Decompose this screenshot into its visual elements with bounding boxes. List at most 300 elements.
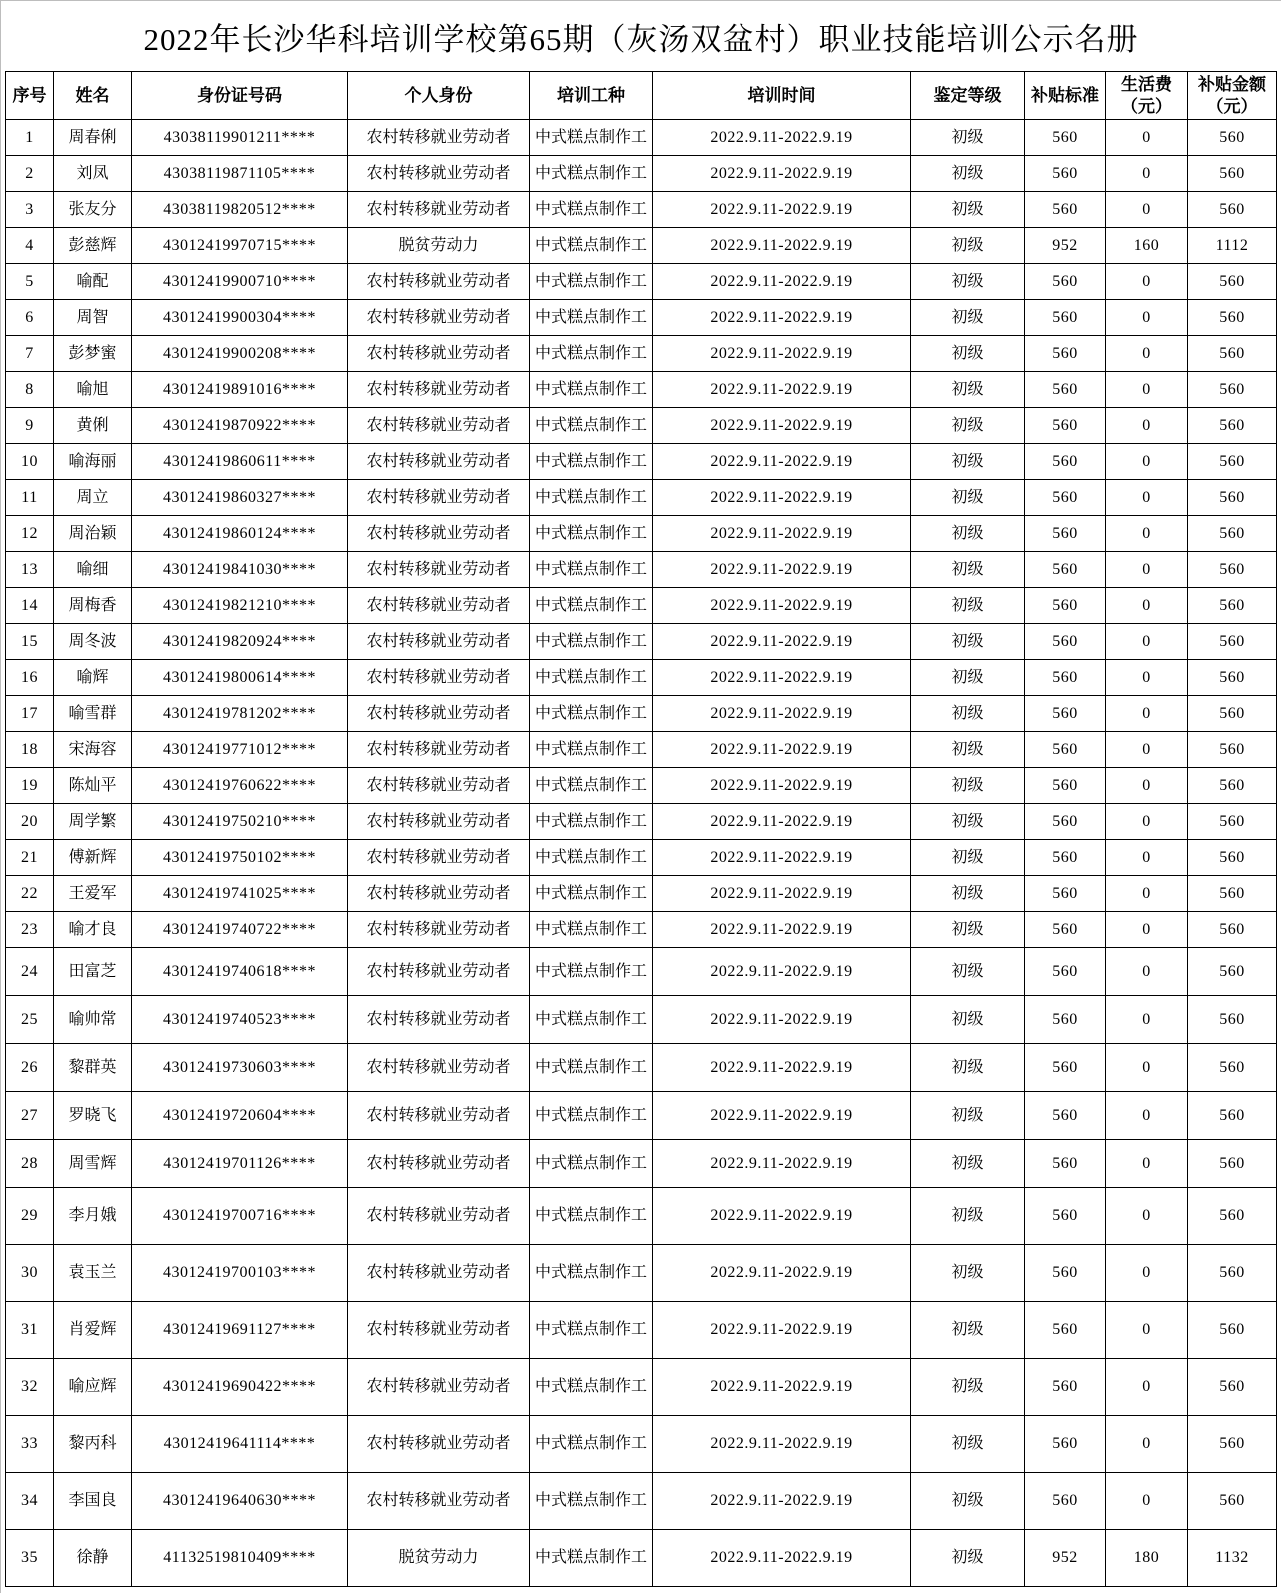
column-header-amount: 补贴金额（元）: [1188, 72, 1277, 120]
cell-time: 2022.9.11-2022.9.19: [653, 876, 911, 912]
cell-identity: 农村转移就业劳动者: [348, 840, 530, 876]
cell-name: 罗晓飞: [54, 1092, 132, 1140]
cell-id-number: 43012419860124****: [132, 516, 348, 552]
cell-no: 2: [6, 156, 54, 192]
cell-time: 2022.9.11-2022.9.19: [653, 696, 911, 732]
cell-no: 35: [6, 1530, 54, 1587]
table-row: [6, 624, 1277, 660]
cell-name: 刘凤: [54, 156, 132, 192]
cell-trade: 中式糕点制作工: [530, 192, 653, 228]
cell-trade: 中式糕点制作工: [530, 1302, 653, 1359]
cell-amount: 1112: [1188, 228, 1277, 264]
cell-identity: 农村转移就业劳动者: [348, 768, 530, 804]
cell-time: 2022.9.11-2022.9.19: [653, 588, 911, 624]
cell-amount: 560: [1188, 372, 1277, 408]
cell-id-number: 43012419750102****: [132, 840, 348, 876]
cell-time: 2022.9.11-2022.9.19: [653, 192, 911, 228]
cell-amount: 560: [1188, 516, 1277, 552]
table-row: [6, 804, 1277, 840]
cell-amount: 560: [1188, 1416, 1277, 1473]
cell-living: 0: [1106, 912, 1188, 948]
cell-identity: 农村转移就业劳动者: [348, 264, 530, 300]
cell-identity: 农村转移就业劳动者: [348, 876, 530, 912]
cell-id-number: 43038119901211****: [132, 120, 348, 156]
cell-trade: 中式糕点制作工: [530, 768, 653, 804]
cell-time: 2022.9.11-2022.9.19: [653, 912, 911, 948]
cell-identity: 农村转移就业劳动者: [348, 1302, 530, 1359]
cell-time: 2022.9.11-2022.9.19: [653, 408, 911, 444]
cell-time: 2022.9.11-2022.9.19: [653, 480, 911, 516]
table-row: [6, 768, 1277, 804]
cell-id-number: 41132519810409****: [132, 1530, 348, 1587]
cell-amount: 560: [1188, 840, 1277, 876]
cell-level: 初级: [911, 552, 1025, 588]
cell-time: 2022.9.11-2022.9.19: [653, 1473, 911, 1530]
cell-no: 25: [6, 996, 54, 1044]
cell-amount: 560: [1188, 552, 1277, 588]
cell-time: 2022.9.11-2022.9.19: [653, 1530, 911, 1587]
table-row: [6, 732, 1277, 768]
cell-amount: 560: [1188, 804, 1277, 840]
table-row: [6, 1302, 1277, 1359]
cell-trade: 中式糕点制作工: [530, 552, 653, 588]
cell-amount: 560: [1188, 1092, 1277, 1140]
table-row: [6, 1092, 1277, 1140]
cell-level: 初级: [911, 1359, 1025, 1416]
cell-id-number: 43012419750210****: [132, 804, 348, 840]
cell-no: 22: [6, 876, 54, 912]
cell-name: 喻才良: [54, 912, 132, 948]
cell-living: 0: [1106, 1092, 1188, 1140]
cell-identity: 农村转移就业劳动者: [348, 660, 530, 696]
cell-id-number: 43012419900304****: [132, 300, 348, 336]
cell-name: 喻旭: [54, 372, 132, 408]
cell-living: 0: [1106, 1416, 1188, 1473]
cell-identity: 农村转移就业劳动者: [348, 552, 530, 588]
cell-identity: 农村转移就业劳动者: [348, 1245, 530, 1302]
cell-trade: 中式糕点制作工: [530, 444, 653, 480]
cell-trade: 中式糕点制作工: [530, 1092, 653, 1140]
cell-trade: 中式糕点制作工: [530, 1245, 653, 1302]
cell-name: 周梅香: [54, 588, 132, 624]
cell-name: 黎丙科: [54, 1416, 132, 1473]
cell-no: 19: [6, 768, 54, 804]
table-row: [6, 228, 1277, 264]
cell-living: 0: [1106, 948, 1188, 996]
cell-trade: 中式糕点制作工: [530, 120, 653, 156]
table-row: [6, 912, 1277, 948]
cell-standard: 560: [1025, 552, 1106, 588]
column-header-trade: 培训工种: [530, 72, 653, 120]
cell-standard: 560: [1025, 1044, 1106, 1092]
cell-name: 黎群英: [54, 1044, 132, 1092]
table-row: [6, 372, 1277, 408]
cell-trade: 中式糕点制作工: [530, 264, 653, 300]
cell-living: 0: [1106, 696, 1188, 732]
cell-identity: 脱贫劳动力: [348, 228, 530, 264]
cell-trade: 中式糕点制作工: [530, 1416, 653, 1473]
cell-level: 初级: [911, 1044, 1025, 1092]
cell-trade: 中式糕点制作工: [530, 660, 653, 696]
cell-level: 初级: [911, 732, 1025, 768]
cell-id-number: 43012419760622****: [132, 768, 348, 804]
cell-trade: 中式糕点制作工: [530, 840, 653, 876]
cell-time: 2022.9.11-2022.9.19: [653, 516, 911, 552]
cell-identity: 农村转移就业劳动者: [348, 804, 530, 840]
cell-level: 初级: [911, 228, 1025, 264]
cell-time: 2022.9.11-2022.9.19: [653, 1092, 911, 1140]
cell-time: 2022.9.11-2022.9.19: [653, 732, 911, 768]
cell-living: 160: [1106, 228, 1188, 264]
cell-level: 初级: [911, 1188, 1025, 1245]
roster-table: [5, 71, 1277, 1587]
cell-trade: 中式糕点制作工: [530, 804, 653, 840]
cell-no: 28: [6, 1140, 54, 1188]
cell-living: 0: [1106, 192, 1188, 228]
cell-identity: 脱贫劳动力: [348, 1530, 530, 1587]
cell-living: 0: [1106, 300, 1188, 336]
cell-id-number: 43012419800614****: [132, 660, 348, 696]
cell-name: 喻海丽: [54, 444, 132, 480]
cell-amount: 560: [1188, 336, 1277, 372]
cell-amount: 560: [1188, 1044, 1277, 1092]
cell-identity: 农村转移就业劳动者: [348, 192, 530, 228]
cell-no: 5: [6, 264, 54, 300]
cell-amount: 560: [1188, 948, 1277, 996]
cell-time: 2022.9.11-2022.9.19: [653, 156, 911, 192]
cell-name: 周雪辉: [54, 1140, 132, 1188]
cell-identity: 农村转移就业劳动者: [348, 444, 530, 480]
cell-id-number: 43012419640630****: [132, 1473, 348, 1530]
column-header-no: 序号: [6, 72, 54, 120]
cell-living: 0: [1106, 732, 1188, 768]
cell-id-number: 43012419720604****: [132, 1092, 348, 1140]
cell-standard: 560: [1025, 1092, 1106, 1140]
table-row: [6, 516, 1277, 552]
cell-trade: 中式糕点制作工: [530, 228, 653, 264]
cell-name: 喻应辉: [54, 1359, 132, 1416]
cell-trade: 中式糕点制作工: [530, 588, 653, 624]
cell-amount: 560: [1188, 264, 1277, 300]
cell-no: 31: [6, 1302, 54, 1359]
cell-time: 2022.9.11-2022.9.19: [653, 768, 911, 804]
cell-no: 33: [6, 1416, 54, 1473]
cell-trade: 中式糕点制作工: [530, 1188, 653, 1245]
cell-standard: 560: [1025, 996, 1106, 1044]
cell-id-number: 43012419870922****: [132, 408, 348, 444]
table-row: [6, 1530, 1277, 1587]
cell-amount: 560: [1188, 1140, 1277, 1188]
cell-living: 0: [1106, 660, 1188, 696]
cell-no: 10: [6, 444, 54, 480]
table-row: [6, 1140, 1277, 1188]
cell-id-number: 43012419740618****: [132, 948, 348, 996]
cell-identity: 农村转移就业劳动者: [348, 408, 530, 444]
cell-amount: 560: [1188, 588, 1277, 624]
cell-identity: 农村转移就业劳动者: [348, 1140, 530, 1188]
cell-amount: 560: [1188, 1473, 1277, 1530]
cell-amount: 560: [1188, 156, 1277, 192]
cell-level: 初级: [911, 840, 1025, 876]
cell-name: 陈灿平: [54, 768, 132, 804]
cell-name: 喻帅常: [54, 996, 132, 1044]
cell-no: 13: [6, 552, 54, 588]
cell-amount: 560: [1188, 300, 1277, 336]
cell-trade: 中式糕点制作工: [530, 336, 653, 372]
cell-trade: 中式糕点制作工: [530, 480, 653, 516]
cell-identity: 农村转移就业劳动者: [348, 624, 530, 660]
cell-id-number: 43012419900710****: [132, 264, 348, 300]
cell-living: 0: [1106, 444, 1188, 480]
cell-name: 周学繁: [54, 804, 132, 840]
cell-name: 傅新辉: [54, 840, 132, 876]
cell-name: 李月娥: [54, 1188, 132, 1245]
cell-standard: 560: [1025, 192, 1106, 228]
cell-no: 3: [6, 192, 54, 228]
cell-id-number: 43038119820512****: [132, 192, 348, 228]
cell-no: 30: [6, 1245, 54, 1302]
cell-name: 李国良: [54, 1473, 132, 1530]
cell-time: 2022.9.11-2022.9.19: [653, 120, 911, 156]
cell-level: 初级: [911, 1245, 1025, 1302]
cell-no: 1: [6, 120, 54, 156]
cell-name: 田富芝: [54, 948, 132, 996]
table-row: [6, 696, 1277, 732]
cell-standard: 560: [1025, 336, 1106, 372]
cell-time: 2022.9.11-2022.9.19: [653, 336, 911, 372]
cell-level: 初级: [911, 516, 1025, 552]
cell-living: 0: [1106, 1473, 1188, 1530]
table-row: [6, 840, 1277, 876]
cell-amount: 1132: [1188, 1530, 1277, 1587]
column-header-living: 生活费（元）: [1106, 72, 1188, 120]
cell-no: 27: [6, 1092, 54, 1140]
cell-standard: 560: [1025, 1302, 1106, 1359]
cell-identity: 农村转移就业劳动者: [348, 120, 530, 156]
cell-living: 0: [1106, 1140, 1188, 1188]
table-row: [6, 444, 1277, 480]
cell-time: 2022.9.11-2022.9.19: [653, 1245, 911, 1302]
table-row: [6, 660, 1277, 696]
cell-id-number: 43012419700716****: [132, 1188, 348, 1245]
table-row: [6, 996, 1277, 1044]
cell-level: 初级: [911, 1092, 1025, 1140]
cell-no: 15: [6, 624, 54, 660]
cell-trade: 中式糕点制作工: [530, 624, 653, 660]
cell-living: 0: [1106, 156, 1188, 192]
cell-trade: 中式糕点制作工: [530, 948, 653, 996]
cell-standard: 560: [1025, 696, 1106, 732]
cell-living: 0: [1106, 624, 1188, 660]
cell-living: 0: [1106, 1188, 1188, 1245]
cell-trade: 中式糕点制作工: [530, 1530, 653, 1587]
cell-no: 9: [6, 408, 54, 444]
cell-name: 周立: [54, 480, 132, 516]
cell-amount: 560: [1188, 876, 1277, 912]
cell-level: 初级: [911, 372, 1025, 408]
cell-id-number: 43012419691127****: [132, 1302, 348, 1359]
cell-trade: 中式糕点制作工: [530, 1044, 653, 1092]
cell-name: 徐静: [54, 1530, 132, 1587]
cell-name: 喻配: [54, 264, 132, 300]
cell-id-number: 43012419860611****: [132, 444, 348, 480]
cell-standard: 560: [1025, 768, 1106, 804]
cell-amount: 560: [1188, 768, 1277, 804]
table-row: [6, 1188, 1277, 1245]
cell-level: 初级: [911, 120, 1025, 156]
cell-living: 0: [1106, 1359, 1188, 1416]
cell-time: 2022.9.11-2022.9.19: [653, 1044, 911, 1092]
cell-id-number: 43012419821210****: [132, 588, 348, 624]
cell-id-number: 43012419841030****: [132, 552, 348, 588]
cell-level: 初级: [911, 624, 1025, 660]
cell-time: 2022.9.11-2022.9.19: [653, 624, 911, 660]
cell-identity: 农村转移就业劳动者: [348, 156, 530, 192]
cell-identity: 农村转移就业劳动者: [348, 696, 530, 732]
cell-identity: 农村转移就业劳动者: [348, 1359, 530, 1416]
cell-no: 24: [6, 948, 54, 996]
page-title: 2022年长沙华科培训学校第65期（灰汤双盆村）职业技能培训公示名册: [143, 21, 1139, 57]
cell-standard: 560: [1025, 516, 1106, 552]
cell-level: 初级: [911, 444, 1025, 480]
cell-id-number: 43012419740722****: [132, 912, 348, 948]
cell-living: 0: [1106, 408, 1188, 444]
table-header: [6, 72, 1277, 120]
cell-identity: 农村转移就业劳动者: [348, 1044, 530, 1092]
cell-identity: 农村转移就业劳动者: [348, 336, 530, 372]
cell-living: 0: [1106, 1044, 1188, 1092]
cell-standard: 952: [1025, 228, 1106, 264]
cell-living: 0: [1106, 876, 1188, 912]
cell-identity: 农村转移就业劳动者: [348, 912, 530, 948]
cell-no: 21: [6, 840, 54, 876]
table-row: [6, 264, 1277, 300]
cell-standard: 560: [1025, 444, 1106, 480]
cell-trade: 中式糕点制作工: [530, 408, 653, 444]
cell-level: 初级: [911, 1530, 1025, 1587]
cell-time: 2022.9.11-2022.9.19: [653, 804, 911, 840]
table-row: [6, 120, 1277, 156]
cell-level: 初级: [911, 696, 1025, 732]
cell-level: 初级: [911, 264, 1025, 300]
table-body: [6, 120, 1277, 1587]
cell-no: 32: [6, 1359, 54, 1416]
cell-identity: 农村转移就业劳动者: [348, 1416, 530, 1473]
cell-no: 23: [6, 912, 54, 948]
cell-amount: 560: [1188, 732, 1277, 768]
cell-identity: 农村转移就业劳动者: [348, 1473, 530, 1530]
cell-id-number: 43012419820924****: [132, 624, 348, 660]
cell-amount: 560: [1188, 660, 1277, 696]
cell-living: 180: [1106, 1530, 1188, 1587]
cell-name: 黄俐: [54, 408, 132, 444]
cell-level: 初级: [911, 588, 1025, 624]
cell-amount: 560: [1188, 696, 1277, 732]
cell-identity: 农村转移就业劳动者: [348, 372, 530, 408]
column-header-time: 培训时间: [653, 72, 911, 120]
cell-name: 张友分: [54, 192, 132, 228]
cell-name: 肖爱辉: [54, 1302, 132, 1359]
cell-level: 初级: [911, 876, 1025, 912]
cell-identity: 农村转移就业劳动者: [348, 588, 530, 624]
cell-trade: 中式糕点制作工: [530, 732, 653, 768]
cell-level: 初级: [911, 192, 1025, 228]
cell-id-number: 43012419970715****: [132, 228, 348, 264]
cell-amount: 560: [1188, 624, 1277, 660]
cell-standard: 560: [1025, 1416, 1106, 1473]
cell-standard: 560: [1025, 876, 1106, 912]
cell-name: 周冬波: [54, 624, 132, 660]
cell-name: 喻细: [54, 552, 132, 588]
table-row: [6, 1245, 1277, 1302]
cell-standard: 560: [1025, 1359, 1106, 1416]
cell-identity: 农村转移就业劳动者: [348, 948, 530, 996]
table-row: [6, 1416, 1277, 1473]
cell-name: 袁玉兰: [54, 1245, 132, 1302]
cell-amount: 560: [1188, 192, 1277, 228]
cell-trade: 中式糕点制作工: [530, 372, 653, 408]
cell-trade: 中式糕点制作工: [530, 696, 653, 732]
cell-standard: 560: [1025, 300, 1106, 336]
cell-living: 0: [1106, 516, 1188, 552]
table-row: [6, 336, 1277, 372]
cell-standard: 560: [1025, 660, 1106, 696]
table-row: [6, 156, 1277, 192]
cell-time: 2022.9.11-2022.9.19: [653, 1302, 911, 1359]
cell-amount: 560: [1188, 1188, 1277, 1245]
table-row: [6, 1359, 1277, 1416]
table-row: [6, 480, 1277, 516]
cell-amount: 560: [1188, 120, 1277, 156]
cell-standard: 560: [1025, 120, 1106, 156]
cell-living: 0: [1106, 120, 1188, 156]
cell-no: 14: [6, 588, 54, 624]
cell-trade: 中式糕点制作工: [530, 912, 653, 948]
cell-trade: 中式糕点制作工: [530, 156, 653, 192]
cell-identity: 农村转移就业劳动者: [348, 996, 530, 1044]
cell-name: 周治颖: [54, 516, 132, 552]
cell-identity: 农村转移就业劳动者: [348, 516, 530, 552]
cell-level: 初级: [911, 1140, 1025, 1188]
cell-standard: 560: [1025, 732, 1106, 768]
cell-identity: 农村转移就业劳动者: [348, 1092, 530, 1140]
table-row: [6, 948, 1277, 996]
table-row: [6, 876, 1277, 912]
cell-time: 2022.9.11-2022.9.19: [653, 660, 911, 696]
cell-standard: 560: [1025, 1188, 1106, 1245]
table-row: [6, 1044, 1277, 1092]
table-row: [6, 588, 1277, 624]
cell-living: 0: [1106, 336, 1188, 372]
cell-amount: 560: [1188, 444, 1277, 480]
cell-level: 初级: [911, 804, 1025, 840]
table-row: [6, 192, 1277, 228]
cell-id-number: 43012419690422****: [132, 1359, 348, 1416]
cell-living: 0: [1106, 804, 1188, 840]
cell-no: 4: [6, 228, 54, 264]
cell-amount: 560: [1188, 996, 1277, 1044]
table-row: [6, 408, 1277, 444]
cell-no: 20: [6, 804, 54, 840]
cell-amount: 560: [1188, 1245, 1277, 1302]
cell-no: 29: [6, 1188, 54, 1245]
cell-standard: 560: [1025, 840, 1106, 876]
header-row: [6, 72, 1277, 120]
cell-name: 宋海容: [54, 732, 132, 768]
cell-trade: 中式糕点制作工: [530, 300, 653, 336]
column-header-id-number: 身份证号码: [132, 72, 348, 120]
cell-trade: 中式糕点制作工: [530, 876, 653, 912]
